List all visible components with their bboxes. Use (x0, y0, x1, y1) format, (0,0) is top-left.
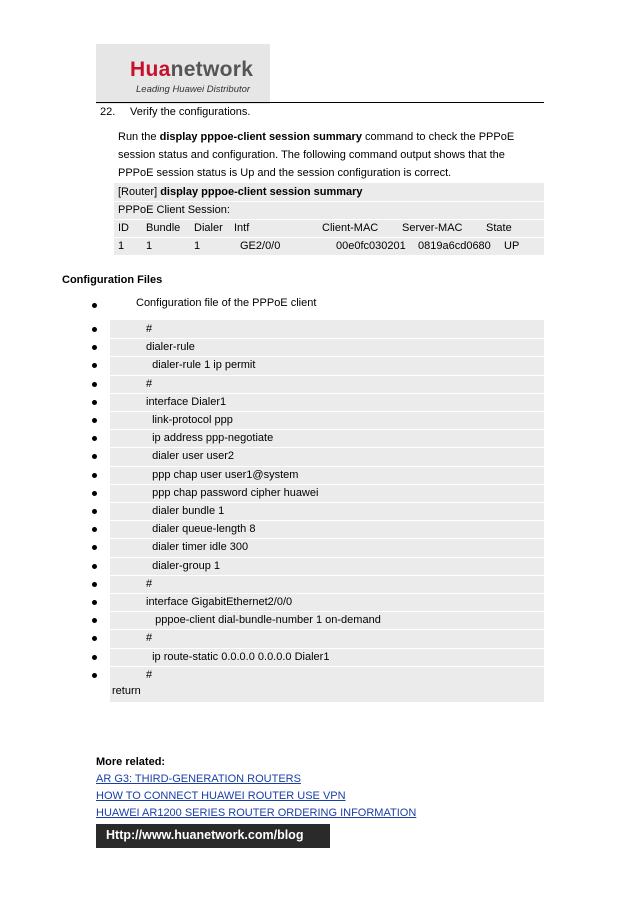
bullet-icon (92, 400, 97, 405)
huanetwork-logo (96, 44, 270, 104)
bullet-icon (92, 636, 97, 641)
config-line: # (110, 629, 544, 647)
session-label: PPPoE Client Session: (118, 204, 230, 216)
config-line: dialer user user2 (110, 447, 544, 465)
step-number: 22. (100, 106, 116, 118)
related-link-ar1200[interactable]: HUAWEI AR1200 SERIES ROUTER ORDERING INFORMATION (96, 807, 417, 819)
config-line: interface GigabitEthernet2/0/0 (110, 593, 544, 611)
related-link-connect-vpn[interactable]: HOW TO CONNECT HUAWEI ROUTER USE VPN (96, 790, 346, 802)
section-title: Configuration Files (62, 274, 163, 286)
bullet-icon (92, 618, 97, 623)
config-code-box (110, 320, 544, 702)
bullet-icon (92, 363, 97, 368)
config-line: pppoe-client dial-bundle-number 1 on-demand (110, 611, 544, 629)
bullet-icon (92, 509, 97, 514)
return-line: return (112, 685, 141, 697)
command-name: display pppoe-client session summary (159, 131, 362, 143)
blog-url: Http://www.huanetwork.com/blog (106, 828, 304, 842)
config-line: link-protocol ppp (110, 411, 544, 429)
config-line: # (110, 666, 544, 684)
config-line: # (110, 375, 544, 393)
bullet-icon (92, 327, 97, 332)
session-data-row: 1 1 1 GE2/0/0 00e0fc030201 0819a6cd0680 UP (118, 240, 520, 252)
config-intro: Configuration file of the PPPoE client (136, 297, 317, 309)
config-line: dialer queue-length 8 (110, 520, 544, 538)
bullet-icon (92, 345, 97, 350)
config-line: ip address ppp-negotiate (110, 429, 544, 447)
config-line: ppp chap user user1@system (110, 466, 544, 484)
router-command-line: [Router] display pppoe-client session summary (118, 186, 363, 198)
step-title: Verify the configurations. (130, 106, 251, 118)
more-related-heading: More related: (96, 756, 166, 768)
config-line: dialer-rule 1 ip permit (110, 356, 544, 374)
session-header-row: ID Bundle Dialer Intf Client-MAC Server-MAC State (118, 222, 512, 234)
config-line: # (146, 323, 153, 335)
config-line: # (110, 575, 544, 593)
bullet-icon (92, 582, 97, 587)
bullet-icon (92, 454, 97, 459)
step-paragraph: Run the display pppoe-client session summary command to check the PPPoE session status and configuration. The following command output shows that the PPPoE session status is Up and the session configuration is correct. (118, 131, 515, 179)
config-line: ppp chap password cipher huawei (110, 484, 544, 502)
config-line: dialer bundle 1 (110, 502, 544, 520)
bullet-icon (92, 600, 97, 605)
bullet-icon (92, 418, 97, 423)
bullet-icon (92, 473, 97, 478)
header-rule (96, 102, 544, 103)
bullet-icon (92, 564, 97, 569)
bullet-icon (92, 673, 97, 678)
bullet-icon (92, 545, 97, 550)
config-line: dialer timer idle 300 (110, 538, 544, 556)
bullet-icon (92, 303, 97, 308)
config-line: dialer-rule (110, 338, 544, 356)
blog-banner[interactable] (96, 824, 330, 848)
logo-wordmark: Huanetwork (130, 58, 254, 81)
bullet-icon (92, 382, 97, 387)
router-output-box (114, 183, 544, 255)
bullet-icon (92, 436, 97, 441)
related-link-ar-g3[interactable]: AR G3: THIRD-GENERATION ROUTERS (96, 773, 301, 785)
config-line: interface Dialer1 (110, 393, 544, 411)
config-line: dialer-group 1 (110, 557, 544, 575)
logo-tagline: Leading Huawei Distributor (136, 84, 251, 95)
bullet-icon (92, 491, 97, 496)
bullet-icon (92, 655, 97, 660)
bullet-icon (92, 527, 97, 532)
config-line: ip route-static 0.0.0.0 0.0.0.0 Dialer1 (110, 648, 544, 666)
